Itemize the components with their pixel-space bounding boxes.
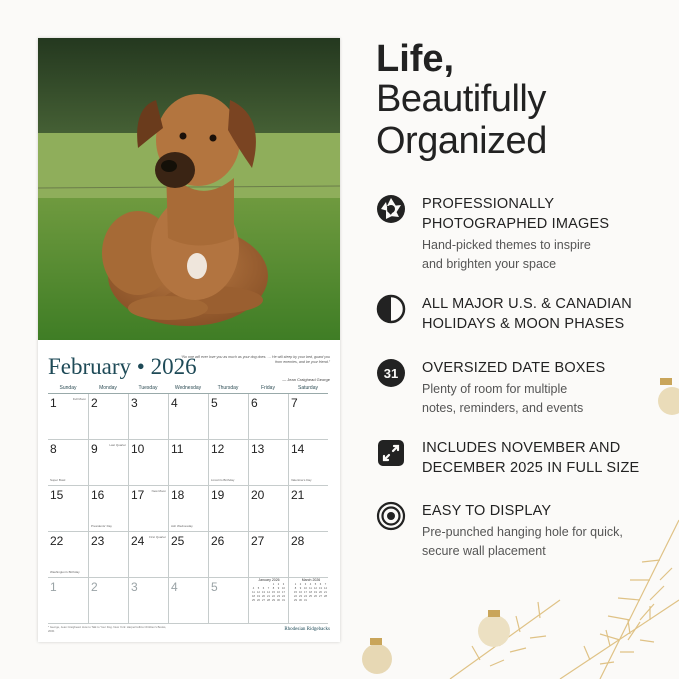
mini-day: 20: [262, 595, 265, 598]
mini-day: 14: [267, 591, 270, 594]
mini-day: 3: [304, 583, 307, 586]
day-cell: [208, 578, 248, 623]
mini-day: 4: [309, 583, 312, 586]
mini-day: 16: [277, 591, 280, 594]
mini-day: 3: [282, 583, 285, 586]
mini-day: 23: [277, 595, 280, 598]
day-cell: [128, 440, 168, 485]
mini-day: 29: [294, 599, 297, 602]
mini-day: 31: [282, 599, 285, 602]
day-cell: [208, 486, 248, 531]
feature-description: [422, 523, 672, 561]
day-number: 4: [171, 396, 178, 410]
mini-calendar-days: [251, 583, 287, 603]
day-number: 3: [131, 396, 138, 410]
feature-desc-line: Pre-punched hanging hole for quick,: [422, 525, 623, 539]
mini-day: 24: [282, 595, 285, 598]
day-note: New Moon: [151, 489, 166, 493]
day-cell: [168, 486, 208, 531]
day-cell: [48, 532, 88, 577]
day-number: 20: [251, 488, 265, 502]
mini-day: 21: [267, 595, 270, 598]
weekday-label: Friday: [261, 385, 275, 391]
mini-day: 8: [294, 587, 297, 590]
mini-day: 2: [277, 583, 280, 586]
feature-description: [422, 236, 672, 274]
feature-title: [422, 294, 679, 334]
day-cell: [248, 532, 288, 577]
day-number: 22: [50, 534, 64, 548]
mini-day: 28: [267, 599, 270, 602]
mini-day: 5: [257, 587, 260, 590]
svg-text:31: 31: [383, 366, 399, 381]
weekday-label: Thursday: [217, 385, 239, 391]
feature-desc-line: and brighten your space: [422, 257, 557, 271]
quote-author: — Jean Craighead George: [282, 377, 330, 382]
mini-day: 8: [272, 587, 275, 590]
day-number: 6: [251, 396, 258, 410]
mini-day: 15: [272, 591, 275, 594]
headline-line-3: Organized: [376, 120, 547, 162]
mini-day: 12: [314, 587, 317, 590]
day-number: 17: [131, 488, 145, 502]
weekday-header: [48, 383, 328, 393]
day-number: 12: [211, 442, 225, 456]
week-row: [48, 394, 328, 440]
day-number: 4: [171, 580, 178, 594]
day-note: First Quarter: [149, 535, 166, 539]
day-note: Full Moon: [72, 397, 86, 401]
day-number: 1: [50, 396, 57, 410]
day-cell: [168, 440, 208, 485]
feature-title-line: PROFESSIONALLY: [422, 196, 555, 212]
mini-day: 13: [319, 587, 322, 590]
feature-desc-line: Hand-picked themes to inspire: [422, 238, 591, 252]
day-cell: [48, 578, 88, 623]
day-number: 23: [91, 534, 105, 548]
day-number: 5: [211, 396, 218, 410]
mini-day: 12: [257, 591, 260, 594]
mini-day: 11: [252, 591, 255, 594]
day-cell: [88, 532, 128, 577]
day-cell: [168, 578, 208, 623]
day-cell: [128, 532, 168, 577]
day-number: 11: [171, 442, 184, 456]
day-number: 3: [131, 580, 138, 594]
mini-day: 2: [299, 583, 302, 586]
day-cell: [288, 532, 328, 577]
calendar-brand: Rhodesian Ridgebacks: [284, 627, 330, 632]
mini-calendar-title: January 2026: [258, 578, 280, 582]
day-number: 16: [91, 488, 105, 502]
day-note: Valentine's Day: [291, 478, 312, 482]
day-note: Lincoln's Birthday: [211, 478, 235, 482]
headline-line-2: Beautifully: [376, 78, 546, 120]
dog-photo: [38, 38, 340, 340]
mini-day: 18: [309, 591, 312, 594]
mini-day: 17: [304, 591, 307, 594]
day-cell: [248, 394, 288, 439]
hanging-hole-icon: [376, 501, 406, 531]
mini-day: 19: [314, 591, 317, 594]
day-number: 19: [211, 488, 225, 502]
mini-day: 25: [309, 595, 312, 598]
mini-day: 23: [299, 595, 302, 598]
week-row: [48, 486, 328, 532]
weekday-label: Monday: [99, 385, 117, 391]
mini-day: 27: [262, 599, 265, 602]
mini-day: 6: [319, 583, 322, 586]
mini-day: 14: [324, 587, 327, 590]
mini-day: 17: [282, 591, 285, 594]
day-number: 10: [131, 442, 145, 456]
day-cell: [128, 394, 168, 439]
weekday-label: Sunday: [59, 385, 77, 391]
mini-day: 30: [299, 599, 302, 602]
feature-title: [422, 438, 679, 478]
day-cell: [288, 394, 328, 439]
expand-arrows-icon: [376, 438, 406, 468]
mini-day: 7: [324, 583, 327, 586]
mini-day: 10: [282, 587, 285, 590]
date-31-icon: [376, 358, 406, 388]
day-cell: [168, 532, 208, 577]
headline-line-1: Life,: [376, 38, 455, 80]
day-cell: [208, 532, 248, 577]
feature-title: [422, 194, 679, 234]
feature-desc-line: secure wall placement: [422, 544, 546, 558]
mini-day: 7: [267, 587, 270, 590]
mini-day: 29: [272, 599, 275, 602]
mini-calendar-title: March 2026: [301, 578, 321, 582]
mini-day: 10: [304, 587, 307, 590]
dog-quote: “No one will ever love you as much as your dog does. … He will sleep by your bed, guard you from enemies, and be your friend.”: [181, 355, 330, 364]
day-cell: [128, 578, 168, 623]
feature-title-line: DECEMBER 2025 IN FULL SIZE: [422, 460, 640, 476]
day-number: 2: [91, 580, 98, 594]
mini-day: 9: [277, 587, 280, 590]
feature-title-line: OVERSIZED DATE BOXES: [422, 360, 606, 376]
day-note: Super Bowl: [50, 478, 66, 482]
day-number: 24: [131, 534, 145, 548]
mini-day: 27: [319, 595, 322, 598]
day-cell: [48, 486, 88, 531]
day-number: 25: [171, 534, 185, 548]
mini-day: 5: [314, 583, 317, 586]
feature-description: [422, 380, 672, 418]
mini-day: 25: [252, 599, 255, 602]
mini-calendar-days: [293, 583, 329, 603]
feature-title-line: HOLIDAYS & MOON PHASES: [422, 316, 625, 332]
day-number: 5: [211, 580, 218, 594]
day-number: 13: [251, 442, 265, 456]
day-number: 2: [91, 396, 98, 410]
mini-day: 1: [272, 583, 275, 586]
day-cell: [48, 440, 88, 485]
mini-day: 18: [252, 595, 255, 598]
day-cell: [208, 394, 248, 439]
day-number: 8: [50, 442, 57, 456]
mini-day: 16: [299, 591, 302, 594]
feature-desc-line: notes, reminders, and events: [422, 401, 584, 415]
day-number: 21: [291, 488, 305, 502]
mini-day: 19: [257, 595, 260, 598]
mini-day: 1: [294, 583, 297, 586]
day-note: Ash Wednesday: [171, 524, 193, 528]
day-cell: [248, 440, 288, 485]
mini-calendars: [251, 578, 331, 618]
mini-day: 30: [277, 599, 280, 602]
mini-day: 21: [324, 591, 327, 594]
day-cell: [88, 578, 128, 623]
day-cell: [128, 486, 168, 531]
feature-title-line: PHOTOGRAPHED IMAGES: [422, 216, 610, 232]
feature-title-line: ALL MAJOR U.S. & CANADIAN: [422, 296, 632, 312]
week-row: [48, 440, 328, 486]
feature-desc-line: Plenty of room for multiple: [422, 382, 568, 396]
mini-day: 13: [262, 591, 265, 594]
day-number: 9: [91, 442, 98, 456]
weekday-label: Wednesday: [174, 385, 202, 391]
mini-day: 20: [319, 591, 322, 594]
moon-phase-icon: [376, 294, 406, 324]
mini-day: 4: [252, 587, 255, 590]
day-cell: [288, 440, 328, 485]
day-cell: [48, 394, 88, 439]
headline: [376, 40, 547, 162]
day-cell: [168, 394, 208, 439]
mini-day: 9: [299, 587, 302, 590]
day-note: Presidents' Day: [91, 524, 112, 528]
calendar-preview: [38, 38, 340, 642]
day-number: 28: [291, 534, 305, 548]
day-number: 18: [171, 488, 185, 502]
mini-day: 22: [272, 595, 275, 598]
day-number: 7: [291, 396, 298, 410]
month-title: February • 2026: [48, 354, 197, 379]
citation-footnote: * George, Jean Craighead. How to Talk to Your Dog. New York: HarperCollins Children's Books, 2000.: [48, 625, 167, 633]
feature-title-line: EASY TO DISPLAY: [422, 503, 552, 519]
day-number: 26: [211, 534, 225, 548]
day-cell: [88, 394, 128, 439]
mini-day: 31: [304, 599, 307, 602]
feature-title-line: INCLUDES NOVEMBER AND: [422, 440, 621, 456]
feature-title: [422, 501, 679, 521]
day-note: Last Quarter: [109, 443, 126, 447]
day-cell: [88, 486, 128, 531]
mini-calendar-march: [293, 578, 329, 603]
day-number: 1: [50, 580, 57, 594]
week-row: [48, 532, 328, 578]
mini-day: 26: [257, 599, 260, 602]
day-cell: [88, 440, 128, 485]
weekday-label: Tuesday: [138, 385, 158, 391]
mini-day: 28: [324, 595, 327, 598]
day-cell: [248, 486, 288, 531]
day-note: Washington's Birthday: [50, 570, 80, 574]
mini-calendar-january: [251, 578, 287, 603]
day-number: 14: [291, 442, 305, 456]
mini-day: 22: [294, 595, 297, 598]
feature-title: [422, 358, 679, 378]
weekday-label: Saturday: [297, 385, 318, 391]
mini-day: 26: [314, 595, 317, 598]
mini-day: 24: [304, 595, 307, 598]
day-number: 27: [251, 534, 265, 548]
day-cell: [288, 486, 328, 531]
mini-day: 11: [309, 587, 312, 590]
day-number: 15: [50, 488, 64, 502]
camera-aperture-icon: [376, 194, 406, 224]
mini-day: 15: [294, 591, 297, 594]
day-cell: [208, 440, 248, 485]
mini-day: 6: [262, 587, 265, 590]
